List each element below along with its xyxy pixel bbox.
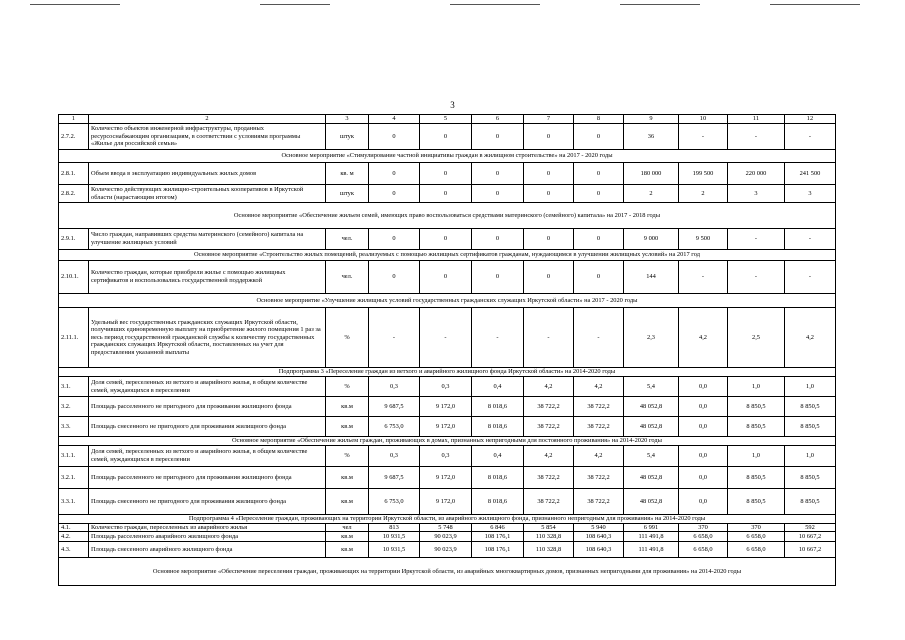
value-cell: 111 491,8: [624, 532, 679, 542]
value-cell: -: [574, 308, 624, 368]
value-cell: 0: [574, 185, 624, 203]
value-cell: 4,2: [574, 377, 624, 397]
value-cell: 0: [472, 163, 524, 185]
value-cell: 38 722,2: [524, 397, 574, 417]
value-cell: 38 722,2: [524, 417, 574, 437]
value-cell: 220 000: [728, 163, 785, 185]
column-number-cell: 9: [624, 115, 679, 124]
value-cell: 8 018,6: [472, 467, 524, 489]
value-cell: 38 722,2: [574, 397, 624, 417]
value-cell: 0: [420, 229, 472, 250]
value-cell: 10 667,2: [785, 532, 836, 542]
value-cell: 108 640,3: [574, 542, 624, 558]
value-cell: 8 018,6: [472, 417, 524, 437]
column-number-cell: 2: [89, 115, 326, 124]
value-cell: 38 722,2: [524, 467, 574, 489]
unit-cell: чел.: [326, 229, 369, 250]
value-cell: 0: [472, 185, 524, 203]
value-cell: 0: [524, 163, 574, 185]
column-number-cell: 11: [728, 115, 785, 124]
value-cell: 9 172,0: [420, 467, 472, 489]
table-row: [59, 532, 836, 542]
value-cell: 9 687,5: [369, 397, 420, 417]
value-cell: 110 328,8: [524, 542, 574, 558]
value-cell: 6 753,0: [369, 417, 420, 437]
value-cell: 0: [420, 185, 472, 203]
value-cell: 8 018,6: [472, 489, 524, 515]
value-cell: 6 658,0: [679, 542, 728, 558]
unit-cell: кв.м: [326, 489, 369, 515]
value-cell: 0: [524, 124, 574, 150]
row-number-cell: 4.3.: [59, 542, 89, 558]
value-cell: 3: [728, 185, 785, 203]
value-cell: 6 991: [624, 523, 679, 532]
value-cell: 1,0: [728, 446, 785, 467]
value-cell: 9 687,5: [369, 467, 420, 489]
section-title: Подпрограмма 3 «Переселение граждан из ветхого и аварийного жилищного фонда Иркутской области» на 2014-2020 годы: [59, 368, 836, 377]
value-cell: 199 500: [679, 163, 728, 185]
unit-cell: кв.м: [326, 532, 369, 542]
value-cell: 48 052,8: [624, 397, 679, 417]
value-cell: 110 328,8: [524, 532, 574, 542]
value-cell: 90 023,9: [420, 532, 472, 542]
row-number-cell: 4.2.: [59, 532, 89, 542]
section-row: [59, 368, 836, 377]
scan-top-line: [770, 4, 860, 5]
value-cell: 6 846: [472, 523, 524, 532]
value-cell: 0,4: [472, 446, 524, 467]
value-cell: 813: [369, 523, 420, 532]
value-cell: 0: [524, 185, 574, 203]
table-row: [59, 489, 836, 515]
value-cell: 9 172,0: [420, 417, 472, 437]
value-cell: 8 850,5: [785, 489, 836, 515]
value-cell: 38 722,2: [574, 489, 624, 515]
column-number-cell: 1: [59, 115, 89, 124]
indicator-name-cell: Площадь расселенного аварийного жилищного фонда: [89, 532, 326, 542]
unit-cell: штук: [326, 185, 369, 203]
value-cell: 0: [524, 261, 574, 294]
section-title: Основное мероприятие «Обеспечение переселения граждан, проживающих на территории Иркутской области, из аварийных многоквартирных домов, признанных непригодными для проживания» на 2014-2020 годы: [59, 558, 836, 586]
row-number-cell: 3.2.: [59, 397, 89, 417]
table-row: [59, 417, 836, 437]
value-cell: -: [524, 308, 574, 368]
value-cell: 4,2: [679, 308, 728, 368]
value-cell: 4,2: [574, 446, 624, 467]
indicator-name-cell: Площадь снесенного аварийного жилищного фонда: [89, 542, 326, 558]
indicator-name-cell: Количество объектов инженерной инфраструктуры, проданных ресурсоснабжающим организациям, в соответствии с условиями программы «Жилье для российской семьи»: [89, 124, 326, 150]
value-cell: 108 640,3: [574, 532, 624, 542]
indicator-name-cell: Количество граждан, которые приобрели жилье с помощью жилищных сертификатов и воспользовались государственной поддержкой: [89, 261, 326, 294]
header-row: [59, 115, 836, 124]
column-number-cell: 3: [326, 115, 369, 124]
section-row: [59, 250, 836, 261]
value-cell: 0: [574, 261, 624, 294]
value-cell: 241 500: [785, 163, 836, 185]
value-cell: 0: [472, 124, 524, 150]
indicator-name-cell: Удельный вес государственных гражданских служащих Иркутской области, получивших единовременную выплату на приобретение жилого помещения 1 раз за весь период государственной гражданской службы к количеству государственных гражданских служащих Иркутской области, поставленных на учет для предоставления указанной выплаты: [89, 308, 326, 368]
row-number-cell: 4.1.: [59, 523, 89, 532]
value-cell: 8 850,5: [785, 397, 836, 417]
row-number-cell: 2.8.1.: [59, 163, 89, 185]
section-row: [59, 203, 836, 229]
value-cell: 38 722,2: [574, 467, 624, 489]
value-cell: 0: [524, 229, 574, 250]
value-cell: 0: [420, 124, 472, 150]
value-cell: 0,3: [420, 446, 472, 467]
value-cell: 0: [369, 229, 420, 250]
section-title: Основное мероприятие «Стимулирование частной инициативы граждан в жилищном строительстве» на 2017 - 2020 годы: [59, 150, 836, 163]
section-title: Основное мероприятие «Строительство жилых помещений, реализуемых с помощью жилищных сертификатов гражданам, нуждающимся в улучшении жилищных условий» на 2017 год: [59, 250, 836, 261]
value-cell: 0: [369, 185, 420, 203]
section-row: [59, 150, 836, 163]
section-title: Основное мероприятие «Обеспечение жильем граждан, проживающих в домах, признанных непригодными для постоянного проживания» на 2014-2020 годы: [59, 437, 836, 446]
value-cell: 10 931,5: [369, 542, 420, 558]
value-cell: 3: [785, 185, 836, 203]
indicators-table: [58, 114, 836, 586]
unit-cell: чел.: [326, 261, 369, 294]
table-row: [59, 467, 836, 489]
table-row: [59, 397, 836, 417]
value-cell: -: [728, 261, 785, 294]
section-title: Основное мероприятие «Улучшение жилищных условий государственных гражданских служащих Иркутской области» на 2017 - 2020 годы: [59, 294, 836, 308]
value-cell: 0,0: [679, 417, 728, 437]
value-cell: 10 931,5: [369, 532, 420, 542]
table-row: [59, 229, 836, 250]
section-row: [59, 558, 836, 586]
value-cell: 2: [624, 185, 679, 203]
value-cell: 2,3: [624, 308, 679, 368]
value-cell: 9 172,0: [420, 397, 472, 417]
scan-top-line: [260, 4, 330, 5]
value-cell: 0: [369, 261, 420, 294]
indicator-name-cell: Площадь снесенного не пригодного для проживания жилищного фонда: [89, 417, 326, 437]
unit-cell: кв. м: [326, 163, 369, 185]
table-row: [59, 163, 836, 185]
value-cell: 9 000: [624, 229, 679, 250]
column-number-cell: 12: [785, 115, 836, 124]
value-cell: 0,0: [679, 489, 728, 515]
value-cell: 5 854: [524, 523, 574, 532]
value-cell: 36: [624, 124, 679, 150]
indicator-name-cell: Количество граждан, переселенных из аварийного жилья: [89, 523, 326, 532]
unit-cell: кв.м: [326, 417, 369, 437]
row-number-cell: 3.3.1.: [59, 489, 89, 515]
value-cell: 0: [369, 124, 420, 150]
value-cell: 0: [574, 229, 624, 250]
value-cell: 2,5: [728, 308, 785, 368]
table-row: [59, 446, 836, 467]
value-cell: 0: [472, 261, 524, 294]
value-cell: -: [420, 308, 472, 368]
value-cell: -: [679, 124, 728, 150]
value-cell: -: [785, 229, 836, 250]
unit-cell: кв.м: [326, 467, 369, 489]
row-number-cell: 2.9.1.: [59, 229, 89, 250]
value-cell: 5,4: [624, 377, 679, 397]
value-cell: 9 500: [679, 229, 728, 250]
page-number: 3: [450, 100, 455, 110]
value-cell: 0,0: [679, 467, 728, 489]
row-number-cell: 2.8.2.: [59, 185, 89, 203]
value-cell: 8 850,5: [728, 467, 785, 489]
value-cell: 48 052,8: [624, 467, 679, 489]
value-cell: 0: [420, 163, 472, 185]
value-cell: 0,0: [679, 446, 728, 467]
value-cell: -: [785, 261, 836, 294]
value-cell: 1,0: [785, 446, 836, 467]
value-cell: 10 667,2: [785, 542, 836, 558]
value-cell: 6 753,0: [369, 489, 420, 515]
column-number-cell: 6: [472, 115, 524, 124]
unit-cell: чел: [326, 523, 369, 532]
unit-cell: %: [326, 308, 369, 368]
indicator-name-cell: Доля семей, переселенных из ветхого и аварийного жилья, в общем количестве семей, нуждающихся в переселении: [89, 446, 326, 467]
section-row: [59, 294, 836, 308]
value-cell: 0,4: [472, 377, 524, 397]
value-cell: 8 850,5: [785, 417, 836, 437]
value-cell: 0: [472, 229, 524, 250]
value-cell: 8 018,6: [472, 397, 524, 417]
value-cell: 370: [728, 523, 785, 532]
section-title: Основное мероприятие «Обеспечение жильем семей, имеющих право воспользоваться средствами материнского (семейного) капитала» на 2017 - 2018 годы: [59, 203, 836, 229]
value-cell: 144: [624, 261, 679, 294]
value-cell: 1,0: [785, 377, 836, 397]
row-number-cell: 3.2.1.: [59, 467, 89, 489]
value-cell: 38 722,2: [524, 489, 574, 515]
value-cell: 6 658,0: [728, 542, 785, 558]
row-number-cell: 2.7.2.: [59, 124, 89, 150]
indicator-name-cell: Площадь расселенного не пригодного для проживания жилищного фонда: [89, 397, 326, 417]
value-cell: 0: [574, 124, 624, 150]
column-number-cell: 7: [524, 115, 574, 124]
row-number-cell: 3.3.: [59, 417, 89, 437]
value-cell: 8 850,5: [728, 417, 785, 437]
row-number-cell: 2.10.1.: [59, 261, 89, 294]
value-cell: 1,0: [728, 377, 785, 397]
value-cell: 0,3: [369, 446, 420, 467]
value-cell: 6 658,0: [728, 532, 785, 542]
value-cell: 5 940: [574, 523, 624, 532]
value-cell: 0,3: [420, 377, 472, 397]
value-cell: -: [728, 124, 785, 150]
table-row: [59, 185, 836, 203]
value-cell: 180 000: [624, 163, 679, 185]
value-cell: 48 052,8: [624, 417, 679, 437]
section-row: [59, 437, 836, 446]
row-number-cell: 3.1.: [59, 377, 89, 397]
value-cell: 4,2: [524, 446, 574, 467]
value-cell: 108 176,1: [472, 532, 524, 542]
value-cell: 592: [785, 523, 836, 532]
value-cell: 8 850,5: [728, 489, 785, 515]
section-row: [59, 515, 836, 524]
column-number-cell: 8: [574, 115, 624, 124]
value-cell: 8 850,5: [728, 397, 785, 417]
value-cell: 4,2: [524, 377, 574, 397]
indicator-name-cell: Площадь снесенного не пригодного для проживания жилищного фонда: [89, 489, 326, 515]
value-cell: -: [728, 229, 785, 250]
value-cell: 0: [420, 261, 472, 294]
unit-cell: кв.м: [326, 542, 369, 558]
scan-top-line: [620, 4, 700, 5]
indicator-name-cell: Объем ввода в эксплуатацию индивидуальных жилых домов: [89, 163, 326, 185]
value-cell: 38 722,2: [574, 417, 624, 437]
value-cell: 0,0: [679, 377, 728, 397]
scan-top-line: [30, 4, 120, 5]
value-cell: -: [369, 308, 420, 368]
section-title: Подпрограмма 4 «Переселение граждан, проживающих на территории Иркутской области, из аварийного жилищного фонда, признанного непригодным для проживания» на 2014-2020 годы: [59, 515, 836, 524]
column-number-cell: 4: [369, 115, 420, 124]
value-cell: 9 172,0: [420, 489, 472, 515]
table-row: [59, 308, 836, 368]
value-cell: -: [472, 308, 524, 368]
value-cell: 8 850,5: [785, 467, 836, 489]
value-cell: 0: [574, 163, 624, 185]
unit-cell: %: [326, 446, 369, 467]
value-cell: 48 052,8: [624, 489, 679, 515]
table-row: [59, 261, 836, 294]
value-cell: 0: [369, 163, 420, 185]
scan-top-line: [450, 4, 540, 5]
row-number-cell: 2.11.1.: [59, 308, 89, 368]
table-row: [59, 523, 836, 532]
table-row: [59, 542, 836, 558]
value-cell: 111 491,8: [624, 542, 679, 558]
value-cell: -: [785, 124, 836, 150]
value-cell: 0,3: [369, 377, 420, 397]
unit-cell: кв.м: [326, 397, 369, 417]
row-number-cell: 3.1.1.: [59, 446, 89, 467]
value-cell: 5,4: [624, 446, 679, 467]
indicator-name-cell: Количество действующих жилищно-строительных кооперативов в Иркутской области (нарастающим итогом): [89, 185, 326, 203]
value-cell: 5 748: [420, 523, 472, 532]
indicator-name-cell: Число граждан, направивших средства материнского (семейного) капитала на улучшение жилищных условий: [89, 229, 326, 250]
table-row: [59, 377, 836, 397]
value-cell: 6 658,0: [679, 532, 728, 542]
unit-cell: штук: [326, 124, 369, 150]
column-number-cell: 10: [679, 115, 728, 124]
value-cell: 370: [679, 523, 728, 532]
value-cell: 90 023,9: [420, 542, 472, 558]
table-row: [59, 124, 836, 150]
value-cell: 4,2: [785, 308, 836, 368]
value-cell: -: [679, 261, 728, 294]
indicators-table-body: [59, 115, 836, 586]
value-cell: 0,0: [679, 397, 728, 417]
indicator-name-cell: Площадь расселенного не пригодного для проживания жилищного фонда: [89, 467, 326, 489]
value-cell: 2: [679, 185, 728, 203]
indicator-name-cell: Доля семей, переселенных из ветхого и аварийного жилья, в общем количестве семей, нуждающихся в переселении: [89, 377, 326, 397]
value-cell: 108 176,1: [472, 542, 524, 558]
column-number-cell: 5: [420, 115, 472, 124]
unit-cell: %: [326, 377, 369, 397]
